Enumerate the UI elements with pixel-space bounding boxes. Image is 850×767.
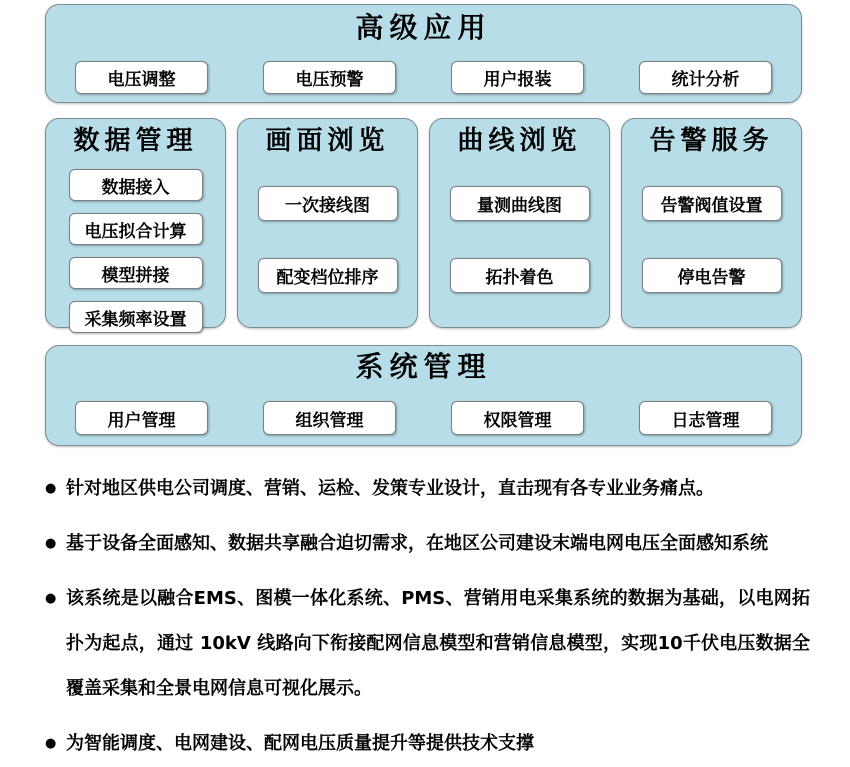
data-management-button-stack [69, 169, 203, 333]
panel-title-system-management: 系统管理 [355, 350, 492, 383]
panel-title-screen-browsing: 画面浏览 [265, 126, 390, 156]
button-alarm-threshold-setting[interactable]: 告警阀值设置 [642, 186, 782, 221]
button-log-management[interactable]: 日志管理 [639, 401, 772, 435]
button-organization-management[interactable]: 组织管理 [263, 401, 396, 435]
system-management-button-row [46, 401, 801, 435]
bullet-item: ● 该系统是以融合EMS、图模一体化系统、PMS、营销用电采集系统的数据为基础，以电网拓扑为起点，通过 10kV 线路向下衔接配网信息模型和营销信息模型，实现10千伏电压数据全覆盖采集和全景电网信息可视化展示。 [45, 576, 810, 711]
panel-alarm-service [621, 118, 802, 328]
panel-title-data-management: 数据管理 [73, 126, 198, 156]
panel-screen-browsing [237, 118, 418, 328]
button-voltage-fitting-calculation[interactable]: 电压拟合计算 [69, 213, 203, 245]
button-voltage-warning[interactable]: 电压预警 [263, 61, 396, 94]
button-user-management[interactable]: 用户管理 [75, 401, 208, 435]
advanced-application-button-row [46, 61, 801, 94]
panel-system-management [45, 345, 802, 446]
button-voltage-adjustment[interactable]: 电压调整 [75, 61, 208, 94]
panel-advanced-application [45, 4, 802, 103]
curve-browsing-button-stack [450, 186, 590, 293]
bullet-list [45, 466, 810, 767]
button-topology-coloring[interactable]: 拓扑着色 [450, 258, 590, 293]
bullet-item: ● 针对地区供电公司调度、营销、运检、发策专业设计，直击现有各专业业务痛点。 [45, 466, 810, 511]
panel-curve-browsing [429, 118, 610, 328]
panel-title-advanced-application: 高级应用 [355, 11, 492, 44]
middle-panel-row [45, 118, 802, 328]
button-user-installation-report[interactable]: 用户报装 [451, 61, 584, 94]
button-measurement-curve-chart[interactable]: 量测曲线图 [450, 186, 590, 221]
button-primary-wiring-diagram[interactable]: 一次接线图 [258, 186, 398, 221]
bullet-item: ● 为智能调度、电网建设、配网电压质量提升等提供技术支撑 [45, 721, 810, 766]
bullet-item: ● 基于设备全面感知、数据共享融合迫切需求，在地区公司建设末端电网电压全面感知系统 [45, 521, 810, 566]
diagram-content [45, 4, 802, 446]
panel-title-curve-browsing: 曲线浏览 [457, 126, 582, 156]
button-statistics-analysis[interactable]: 统计分析 [639, 61, 772, 94]
button-power-outage-alarm[interactable]: 停电告警 [642, 258, 782, 293]
button-collection-frequency-setting[interactable]: 采集频率设置 [69, 301, 203, 333]
button-transformer-tap-sorting[interactable]: 配变档位排序 [258, 258, 398, 293]
panel-title-alarm-service: 告警服务 [649, 126, 774, 156]
screen-browsing-button-stack [258, 186, 398, 293]
panel-data-management [45, 118, 226, 328]
button-data-access[interactable]: 数据接入 [69, 169, 203, 201]
button-model-splicing[interactable]: 模型拼接 [69, 257, 203, 289]
button-permission-management[interactable]: 权限管理 [451, 401, 584, 435]
alarm-service-button-stack [642, 186, 782, 293]
